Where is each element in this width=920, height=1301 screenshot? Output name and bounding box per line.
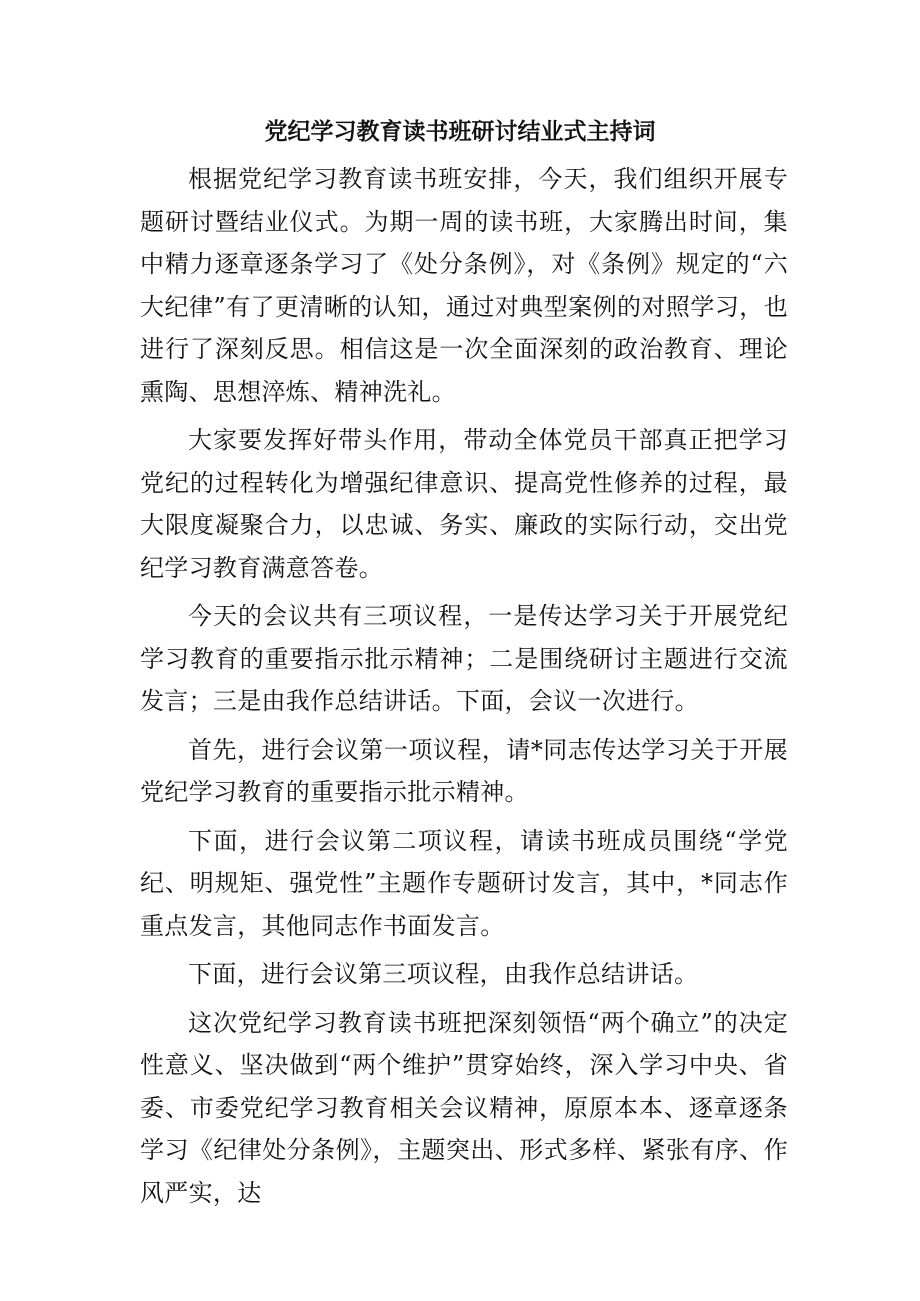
- paragraph-2: 大家要发挥好带头作用，带动全体党员干部真正把学习党纪的过程转化为增强纪律意识、提高党性修养的过程，最大限度凝聚合力，以忠诚、务实、廉政的实际行动，交出党纪学习教育满意答卷。: [140, 426, 788, 582]
- paragraph-5: 下面，进行会议第二项议程，请读书班成员围绕“学党纪、明规矩、强党性”主题作专题研讨发言，其中，*同志作重点发言，其他同志作书面发言。: [140, 826, 788, 940]
- paragraph-1: 根据党纪学习教育读书班安排，今天，我们组织开展专题研讨暨结业仪式。为期一周的读书班，大家腾出时间，集中精力逐章逐条学习了《处分条例》，对《条例》规定的“六大纪律”有了更清晰的认知，通过对典型案例的对照学习，也进行了深刻反思。相信这是一次全面深刻的政治教育、理论熏陶、思想淬炼、精神洗礼。: [140, 165, 788, 406]
- paragraph-7: 这次党纪学习教育读书班把深刻领悟“两个确立”的决定性意义、坚决做到“两个维护”贯穿始终，深入学习中央、省委、市委党纪学习教育相关会议精神，原原本本、逐章逐条学习《纪律处分条例》，主题突出、形式多样、紧张有序、作风严实，达: [140, 1008, 788, 1207]
- paragraph-6: 下面，进行会议第三项议程，由我作总结讲话。: [188, 960, 699, 988]
- paragraph-4: 首先，进行会议第一项议程，请*同志传达学习关于开展党纪学习教育的重要指示批示精神。: [140, 735, 788, 806]
- document-body: [140, 158, 788, 1220]
- paragraph-3: 今天的会议共有三项议程，一是传达学习关于开展党纪学习教育的重要指示批示精神；二是围绕研讨主题进行交流发言；三是由我作总结讲话。下面，会议一次进行。: [140, 602, 788, 715]
- document-title: 党纪学习教育读书班研讨结业式主持词: [264, 118, 656, 145]
